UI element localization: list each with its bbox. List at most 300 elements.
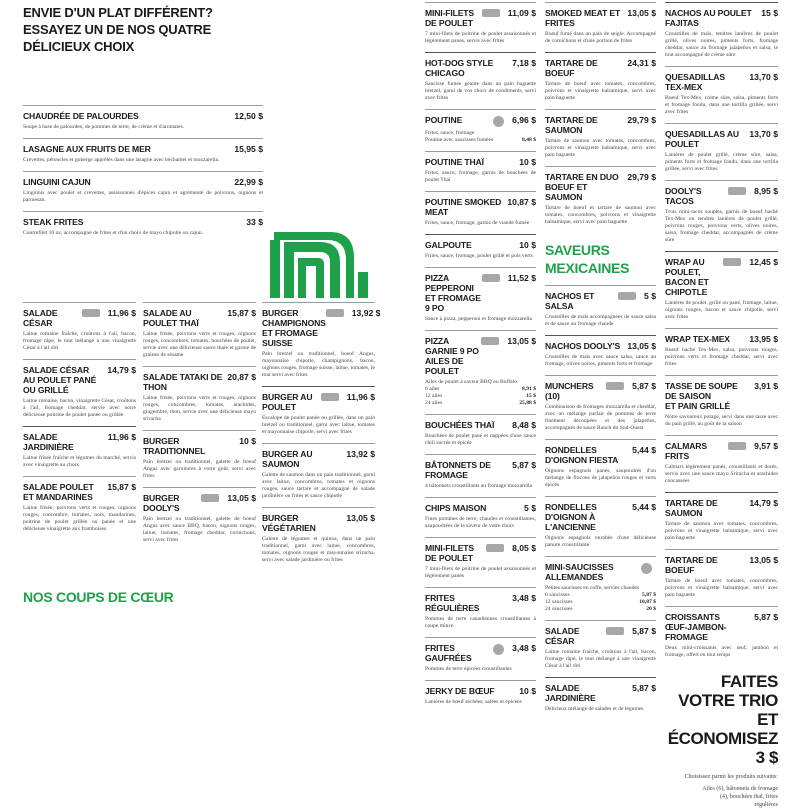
round-brand-logo-icon <box>493 116 504 127</box>
menu-item <box>665 492 778 549</box>
menu-item <box>665 375 778 435</box>
menu-item-description: Pain bretzel ou traditionnel, galette de boeuf Angus avec garnitures à votre goût, servi avec frites <box>143 459 256 479</box>
menu-item-price: 13,92 $ <box>351 308 381 318</box>
menu-item-price: 9,57 $ <box>754 441 778 451</box>
menu-item-header <box>262 449 375 469</box>
menu-item <box>425 414 536 454</box>
menu-item-description: Pommes de terre canadiennes croustillantes à coupe mince <box>425 616 536 629</box>
menu-item-price: 13,05 $ <box>227 493 256 503</box>
menu-item-name: TASSE DE SOUPE DE SAISON ET PAIN GRILLÉ <box>665 381 738 411</box>
menu-item <box>262 507 375 571</box>
menu-item-name: BURGER CHAMPIGNONS ET FROMAGE SUISSE <box>262 308 326 348</box>
trio-title: FAITES VOTRE TRIO ET ÉCONOMISEZ 3 $ <box>667 672 778 767</box>
menu-item-name: BURGER AU POULET <box>262 392 313 412</box>
menu-item-price: 8,48 $ <box>512 420 536 430</box>
menu-item-header <box>545 8 656 28</box>
menu-item-name: CROISSANTS ŒUF-JAMBON-FROMAGE <box>665 612 727 642</box>
menu-item-name: LINGUINI CAJUN <box>23 177 91 187</box>
menu-item-header <box>23 111 263 121</box>
menu-option-row <box>425 400 536 407</box>
menu-item-price: 13,05 $ <box>627 341 656 351</box>
menu-item-header <box>425 157 536 167</box>
menu-item-header <box>143 308 256 328</box>
menu-item-description: Laitue frisée fraîche et légumes du marché, servis avec vinaigrette au choix <box>23 455 136 468</box>
option-label: 24 saucisses <box>545 606 573 612</box>
menu-item-price: 5 $ <box>524 503 536 513</box>
menu-item-name: BURGER VÉGÉTARIEN <box>262 513 316 533</box>
menu-item-price: 13,70 $ <box>749 72 778 82</box>
trio-options: Ailes (6), bâtonnets de fromage (4), bouchées thaï, frites régulières <box>702 786 778 808</box>
menu-item-header <box>665 129 778 149</box>
menu-item-description: Laitue romaine, bacon, vinaigrette César, croûtons à l'ail, fromage cheddar, servie avec notre délicieuse poitrine de poulet panée ou grillée <box>23 398 136 418</box>
menu-item-description: Croustilles de maïs accompagnées de sauce salsa et de sauce au fromage chaude <box>545 314 656 327</box>
menu-item-header <box>545 115 656 135</box>
mexican-extra-list <box>665 2 778 666</box>
menu-item <box>425 2 536 52</box>
menu-item <box>23 171 263 211</box>
menu-item-description: Laitue romaine fraîche, croûtons à l'ail, bacon, fromage râpé, le tout mélangé à une vinaigrette César à l'ail rôti <box>23 331 136 351</box>
menu-item-price: 3,48 $ <box>512 643 536 653</box>
menu-item-header <box>425 460 536 480</box>
menu-item-description: 7 mini-filets de poitrine de poulet assaisonnés et légèrement panés <box>425 566 536 579</box>
menu-item-price: 3,48 $ <box>512 593 536 603</box>
beer-brand-logo-icon <box>728 187 746 195</box>
menu-item-header <box>425 543 536 563</box>
menu-item-name: BURGER TRADITIONNEL <box>143 436 206 456</box>
menu-item-name: TARTARE DE BOEUF <box>545 58 598 78</box>
menu-option-row <box>545 599 656 606</box>
menu-item-description: Laitue frisée, poivrons verts et rouges, oignons rouges, concombres, tomates, arachides, gingembre, thon, servie avec une délicieuse mayo sriracha <box>143 395 256 422</box>
menu-item-header <box>545 445 656 465</box>
menu-item-header <box>665 72 778 92</box>
menu-item <box>545 2 656 52</box>
menu-item-name: BOUCHÉES THAÏ <box>425 420 495 430</box>
menu-item-name: BURGER DOOLY'S <box>143 493 180 513</box>
menu-item <box>425 454 536 497</box>
option-price: 8,91 $ <box>522 386 536 392</box>
beer-brand-logo-icon <box>326 309 344 317</box>
menu-item-description: Ailes de poulet à saveur BBQ ou Buffalo <box>425 379 518 385</box>
menu-item-price: 11,09 $ <box>507 8 536 18</box>
menu-item-price: 7,18 $ <box>512 58 536 68</box>
menu-item-description: Notre savoureux potage, servi dans une tasse avec du pain grillé, au goût de la saison <box>665 414 778 427</box>
menu-item-name: SALADE CÉSAR <box>23 308 58 328</box>
menu-item-header <box>23 177 263 187</box>
menu-item-name: SALADE CÉSAR AU POULET PANÉ OU GRILLÉ <box>23 365 97 395</box>
snacks-column <box>425 2 536 713</box>
menu-item <box>545 620 656 677</box>
menu-item-header <box>545 381 656 401</box>
menu-item <box>425 151 536 191</box>
menu-item-description: Croustilles de maïs, tendres lanières de poulet grillé, olives noires, piments forts, fromage cheddar, sauce au fromage jalapeños et salsa, le tout accompagné de crème sûre <box>665 31 778 58</box>
menu-item-header <box>545 291 656 311</box>
menu-item-header <box>23 365 136 395</box>
menu-item-options <box>425 130 536 144</box>
menu-item <box>425 497 536 537</box>
mexican-list <box>545 285 656 720</box>
intro-column <box>23 4 263 244</box>
menu-item-price: 5,87 $ <box>754 612 778 622</box>
menu-item-description: Croustilles de maïs avec sauce salsa, sauce au fromage, olives noires, piments forts et fromage <box>545 354 656 367</box>
beer-brand-logo-icon <box>606 382 624 390</box>
menu-item-description: Sauce à pizza, pepperoni et fromage mozzarella <box>425 316 532 322</box>
menu-item-name: PIZZA PEPPERONI ET FROMAGE 9 PO <box>425 273 481 313</box>
menu-item-price: 24,31 $ <box>627 58 656 68</box>
menu-item-header <box>23 217 263 227</box>
round-brand-logo-icon <box>641 563 652 574</box>
menu-item-header <box>262 308 381 348</box>
burger-column <box>262 302 381 571</box>
menu-item-price: 10 $ <box>519 686 536 696</box>
menu-item-name: QUESADILLAS AU POULET <box>665 129 739 149</box>
menu-item <box>545 375 656 439</box>
menu-item-header <box>425 593 536 613</box>
menu-item-header <box>425 273 536 313</box>
menu-item-description: Frites, sauce, fromage, poulet grillé et pois verts <box>425 253 533 259</box>
menu-item-header <box>23 144 263 154</box>
menu-item-price: 15,87 $ <box>227 308 256 318</box>
menu-item-price: 14,79 $ <box>107 365 136 375</box>
menu-item-name: MINI-SAUCISSES ALLEMANDES <box>545 562 614 582</box>
menu-item <box>665 328 778 375</box>
menu-item-name: WRAP AU POULET, BACON ET CHIPOTLE <box>665 257 709 297</box>
menu-item-header <box>665 257 778 297</box>
menu-item-header <box>262 392 375 412</box>
menu-item-price: 11,96 $ <box>107 308 136 318</box>
menu-item <box>425 109 536 151</box>
menu-item-price: 15,95 $ <box>234 144 263 154</box>
menu-item <box>143 487 256 551</box>
logo-icon <box>270 232 370 298</box>
menu-item-price: 20,87 $ <box>227 372 256 382</box>
beer-brand-logo-icon <box>618 292 636 300</box>
menu-item-price: 5,87 $ <box>512 460 536 470</box>
menu-item <box>425 680 536 713</box>
menu-item-description: 7 mini-filets de poitrine de poulet assaisonnés et légèrement panés, servis avec frites <box>425 31 536 44</box>
menu-item-description: Laitue frisée, poivrons verts et rouges, oignons rouges, concombres, tomates, bouchées de poulet, servie avec une délicieuse sauce thaïe et garnie de graines de sésame <box>143 331 256 358</box>
menu-item-name: SMOKED MEAT ET FRITES <box>545 8 621 28</box>
menu-item-name: BURGER AU SAUMON <box>262 449 313 469</box>
beer-brand-logo-icon <box>321 393 339 401</box>
menu-item-name: FRITES RÉGULIÈRES <box>425 593 480 613</box>
menu-item-price: 13,70 $ <box>749 129 778 139</box>
trio-subtitle: Choisissez parmi les produits suivants: <box>684 774 778 780</box>
menu-item <box>425 52 536 109</box>
menu-item-name: BÂTONNETS DE FROMAGE <box>425 460 491 480</box>
menu-item-options <box>425 386 536 407</box>
menu-item-description: Boeuf fumé dans un pain de seigle. Accompagné de cornichons et d'une portion de frites <box>545 31 656 44</box>
intro-title: ENVIE D'UN PLAT DIFFÉRENT? ESSAYEZ UN DE NOS QUATRE DÉLICIEUX CHOIX <box>23 5 213 54</box>
menu-item-description: 4 bâtonnets croustillants au fromage mozzarella <box>425 483 533 489</box>
menu-item-header <box>23 432 136 452</box>
menu-item-name: JERKY DE BŒUF <box>425 686 495 696</box>
menu-item-header <box>665 612 778 642</box>
menu-item-name: SALADE POULET ET MANDARINES <box>23 482 94 502</box>
menu-item <box>23 426 136 476</box>
option-price: 8,48 $ <box>522 137 536 143</box>
menu-item-name: MINI-FILETS DE POULET <box>425 8 474 28</box>
menu-item-description: Lanières de poulet, grillé ou pané, fromage, laitue, oignons rouges, bacon et sauce chipotle, servi avec frites <box>665 300 778 320</box>
menu-item-header <box>545 683 656 703</box>
menu-item <box>545 677 656 720</box>
menu-item <box>23 476 136 540</box>
menu-item <box>262 443 375 507</box>
menu-item-options <box>545 592 656 613</box>
menu-item-name: GALPOUTE <box>425 240 472 250</box>
menu-item <box>23 211 263 244</box>
menu-item-description: Soupe à base de palourdes, de pommes de terre, de crème et d'aromates. <box>23 124 185 130</box>
menu-item-price: 11,96 $ <box>346 392 375 402</box>
menu-item-name: HOT-DOG STYLE CHICAGO <box>425 58 494 78</box>
menu-item-name: SALADE JARDINIÈRE <box>23 432 74 452</box>
menu-item-name: RONDELLES D'OIGNON À L'ANCIENNE <box>545 502 597 532</box>
menu-item-description: Crevettes, pétoncles et goberge apprêtés dans une lasagne avec béchamel et mozzarella. <box>23 157 220 163</box>
menu-item-header <box>425 58 536 78</box>
menu-item <box>425 234 536 267</box>
menu-option-row <box>425 386 536 393</box>
salad-column <box>23 302 136 540</box>
menu-item-description: Contrefilet 10 oz, accompagné de frites et d'un choix de mayo chipotle ou cajun. <box>23 230 204 236</box>
menu-item <box>23 359 136 426</box>
option-price: 5,87 $ <box>642 592 656 598</box>
menu-option-row <box>425 137 536 144</box>
menu-item-description: Lanières de bœuf séchées, salées et épicées <box>425 699 522 705</box>
menu-item <box>545 109 656 166</box>
menu-item-name: POUTINE <box>425 115 463 125</box>
menu-item-header <box>665 498 778 518</box>
menu-item <box>425 587 536 637</box>
menu-item-price: 10 $ <box>239 436 256 446</box>
menu-item <box>545 496 656 556</box>
menu-item-name: CHAUDRÉE DE PALOURDES <box>23 111 139 121</box>
menu-item-description: Tartare de boeuf avec tomates, concombres, poivrons et vinaigrette balsamique, servi avec pain baguette <box>665 578 778 598</box>
menu-item-price: 29,79 $ <box>627 115 656 125</box>
menu-item-price: 10 $ <box>519 240 536 250</box>
menu-item <box>143 430 256 487</box>
menu-item-description: Linguinis avec poulet et crevettes, assaisonnés d'épices cajun et agrémenté de poivrons, oignons et parmesan. <box>23 190 263 203</box>
menu-item-price: 8,05 $ <box>512 543 536 553</box>
option-price: 15 $ <box>526 393 536 399</box>
menu-option-row <box>545 592 656 599</box>
menu-item <box>262 386 375 443</box>
menu-item-price: 5,44 $ <box>632 445 656 455</box>
menu-item <box>665 549 778 606</box>
menu-item-header <box>262 513 375 533</box>
menu-item-price: 13,05 $ <box>749 555 778 565</box>
menu-item <box>545 285 656 335</box>
menu-item-price: 10,87 $ <box>507 197 536 207</box>
menu-item-description: Petites saucisses en coffe, servies chaudes <box>545 585 640 591</box>
beer-brand-logo-icon <box>82 309 100 317</box>
menu-item-description: Oignons espagnols panés, saupoudrés d'un mélange de flocons de jalapeños rouges et verts épicés <box>545 468 656 488</box>
menu-item <box>23 105 263 138</box>
menu-item-price: 3,91 $ <box>754 381 778 391</box>
menu-item-price: 11,96 $ <box>107 432 136 442</box>
menu-item-description: Boeuf haché Tex-Mex, salsa, poivrons rouges, poivrons verts et fromage cheddar, servi avec frites <box>665 347 778 367</box>
menu-item-header <box>665 334 778 344</box>
menu-item-name: POUTINE SMOKED MEAT <box>425 197 502 217</box>
menu-item <box>545 52 656 109</box>
menu-item-header <box>425 8 536 28</box>
menu-item-name: RONDELLES D'OIGNON FIESTA <box>545 445 619 465</box>
menu-item-description: Délicieux mélange de salades et de légumes <box>545 706 644 712</box>
menu-item-description: Pain bretzel ou traditionnel, galette de boeuf Angus avec sauce BBQ, bacon, oignons rouges, laitue, tomates, fromage cheddar, cornichons, servi avec frites <box>143 516 256 543</box>
menu-item-price: 29,79 $ <box>627 172 656 182</box>
menu-item <box>143 302 256 366</box>
tartare-list <box>545 2 656 233</box>
menu-item-name: SALADE AU POULET THAÏ <box>143 308 199 328</box>
menu-item-name: PIZZA GARNIE 9 PO AILES DE POULET <box>425 336 479 376</box>
menu-item-price: 8,95 $ <box>754 186 778 196</box>
menu-item-price: 13,05 $ <box>627 8 656 18</box>
menu-item-name: TARTARE DE SAUMON <box>545 115 598 135</box>
menu-item-name: SALADE TATAKI DE THON <box>143 372 223 392</box>
beer-brand-logo-icon <box>482 274 500 282</box>
menu-item <box>425 191 536 234</box>
menu-item <box>425 267 536 330</box>
menu-item-description: Escalope de poulet panée ou grillée, dans un pain bretzel ou traditionnel, garni avec laitue, tomates et mayonnaise chipotle, servi avec frites <box>262 415 375 435</box>
menu-item-header <box>425 240 536 250</box>
menu-item-price: 5 $ <box>644 291 656 301</box>
menu-item-description: Calmars légèrement panés, croustillants et dorés, servis avec une sauce mayo Sriracha et arachides concassées <box>665 464 778 484</box>
menu-item <box>425 537 536 587</box>
menu-item-header <box>545 502 656 532</box>
option-label: 24 ailes <box>425 400 443 406</box>
menu-item-name: TARTARE DE BOEUF <box>665 555 718 575</box>
menu-item-name: WRAP TEX-MEX <box>665 334 730 344</box>
menu-item-header <box>545 172 656 202</box>
beer-brand-logo-icon <box>728 442 746 450</box>
menu-item-name: MINI-FILETS DE POULET <box>425 543 474 563</box>
menu-item <box>665 435 778 492</box>
menu-item-header <box>23 482 136 502</box>
menu-item-name: TARTARE DE SAUMON <box>665 498 718 518</box>
beer-brand-logo-icon <box>486 544 504 552</box>
menu-item <box>545 335 656 375</box>
menu-item-description: Lanières de poulet grillé, crème sûre, salsa, piments forts et fromage fondu, dans une tortilla grillée, servi avec frites <box>665 152 778 172</box>
menu-item <box>425 637 536 680</box>
menu-item-description: Tartare de saumon avec tomates, concombres, poivrons et vinaigrette balsamique, servi avec pain baguette <box>545 138 656 158</box>
menu-item <box>665 66 778 123</box>
menu-item-header <box>425 643 536 663</box>
menu-item-name: TARTARE EN DUO BOEUF ET SAUMON <box>545 172 619 202</box>
beer-brand-logo-icon <box>201 494 219 502</box>
beer-brand-logo-icon <box>723 258 741 266</box>
menu-item-header <box>23 308 136 328</box>
menu-item <box>23 302 136 359</box>
option-price: 20 $ <box>646 606 656 612</box>
option-label: 12 ailes <box>425 393 443 399</box>
menu-option-row <box>545 606 656 613</box>
menu-item-price: 10 $ <box>519 157 536 167</box>
menu-item-header <box>665 441 778 461</box>
option-label: 6 saucisses <box>545 592 570 598</box>
menu-item-price: 22,99 $ <box>234 177 263 187</box>
option-label: 6 ailes <box>425 386 440 392</box>
menu-item-header <box>545 58 656 78</box>
menu-item <box>545 439 656 496</box>
menu-item-header <box>665 8 778 28</box>
menu-item-description: Galette de saumon dans un pain traditionnel, garni avec laitue, concombres, tomates et oignons rouges, sauce tartare et accompagné de salade jardinière ou frites et sauce chipotle <box>262 472 375 499</box>
salad-burger-column <box>143 302 256 551</box>
menu-item-description: Trois mini-tacos souples, garnis de boeuf haché Tex-Mex ou tendres lanières de poulet grillé, poivrons rouges, poivrons verts, olives noires, salsa, fromage cheddar, accompagnés de crème sûre <box>665 209 778 243</box>
menu-item-price: 12,50 $ <box>234 111 263 121</box>
menu-item-price: 13,95 $ <box>749 334 778 344</box>
menu-item-description: Bouchées de poulet pané et nappées d'une sauce chili sucrée et épicée <box>425 433 536 446</box>
option-price: 25,88 $ <box>519 400 536 406</box>
menu-item-name: STEAK FRITES <box>23 217 84 227</box>
menu-item-name: SALADE JARDINIÈRE <box>545 683 596 703</box>
beer-brand-logo-icon <box>606 627 624 635</box>
menu-item-header <box>425 686 536 696</box>
menu-item-name: DOOLY'S TACOS <box>665 186 702 206</box>
menu-item-price: 11,52 $ <box>507 273 536 283</box>
option-label: Frites, sauce, fromage <box>425 130 475 136</box>
menu-item-name: SALADE CÉSAR <box>545 626 580 646</box>
menu-item-header <box>425 115 536 127</box>
menu-item-description: Frites, sauce, fromage, garnis de viande fumée <box>425 220 530 226</box>
option-price: 10,87 $ <box>639 599 656 605</box>
option-label: 12 saucisses <box>545 599 573 605</box>
menu-item <box>23 138 263 171</box>
menu-item-price: 13,05 $ <box>346 513 375 523</box>
mexican-extra-column <box>665 2 778 809</box>
menu-option-row <box>425 393 536 400</box>
menu-item <box>665 123 778 180</box>
menu-item-header <box>665 381 778 411</box>
menu-item-description: Laitue romaine fraîche, croûtons à l'ail, bacon, fromage râpé, le tout mélangé à une vinaigrette César à l'ail rôti <box>545 649 656 669</box>
menu-item-price: 5,87 $ <box>632 683 656 693</box>
menu-item-price: 13,05 $ <box>507 336 536 346</box>
beer-brand-logo-icon <box>482 9 500 17</box>
beer-brand-logo-icon <box>481 337 499 345</box>
menu-item <box>545 556 656 620</box>
menu-item <box>545 166 656 233</box>
menu-item-description: Tartare de saumon avec tomates, concombres, poivrons et vinaigrette balsamique, servi avec pain baguette <box>665 521 778 541</box>
intro-dish-list <box>23 105 263 244</box>
menu-item-price: 14,79 $ <box>749 498 778 508</box>
menu-item-header <box>143 436 256 456</box>
menu-item-description: Saucisse fumée géante dans un pain baguette bretzel, garni de vos choix de condiments, servi avec frites <box>425 81 536 101</box>
menu-item-price: 15,87 $ <box>107 482 136 492</box>
menu-item-header <box>425 503 536 513</box>
menu-item <box>143 366 256 430</box>
menu-item-price: 15 $ <box>761 8 778 18</box>
menu-item-price: 5,44 $ <box>632 502 656 512</box>
menu-item-header <box>143 493 256 513</box>
menu-item-name: NACHOS DOOLY'S <box>545 341 621 351</box>
menu-item <box>665 251 778 328</box>
tartare-mexican-column <box>545 2 656 720</box>
menu-item-header <box>665 555 778 575</box>
menu-item-price: 5,87 $ <box>632 381 656 391</box>
option-label: Poutine avec saucisses fumées <box>425 137 494 143</box>
menu-item-price: 12,45 $ <box>749 257 778 267</box>
menu-item-header <box>665 186 778 206</box>
bottom-section-title: NOS COUPS DE CŒUR <box>23 589 174 605</box>
menu-item-name: LASAGNE AUX FRUITS DE MER <box>23 144 151 154</box>
mexican-section-title: SAVEURS MEXICAINES <box>545 242 630 276</box>
menu-item <box>425 330 536 414</box>
menu-item-description: Combinaison de fromages mozzarella et cheddar, avec un mélange parfait de pommes de terre finement découpées et des jalapeños, accompagnés de sauce Ranch du Sud-Ouest <box>545 404 656 431</box>
menu-item-name: MUNCHERS (10) <box>545 381 594 401</box>
menu-item-header <box>545 341 656 351</box>
menu-item-description: Tartare de boeuf et tartare de saumon avec tomates, concombres, poivrons et vinaigrette balsamique, servi avec pain baguette <box>545 205 656 225</box>
menu-item-name: NACHOS AU POULET FAJITAS <box>665 8 752 28</box>
round-brand-logo-icon <box>493 644 504 655</box>
menu-item-name: FRITES GAUFRÉES <box>425 643 472 663</box>
menu-item-description: Deux mini-croissants avec œuf, jambon et fromage, offert en tout temps <box>665 645 778 658</box>
